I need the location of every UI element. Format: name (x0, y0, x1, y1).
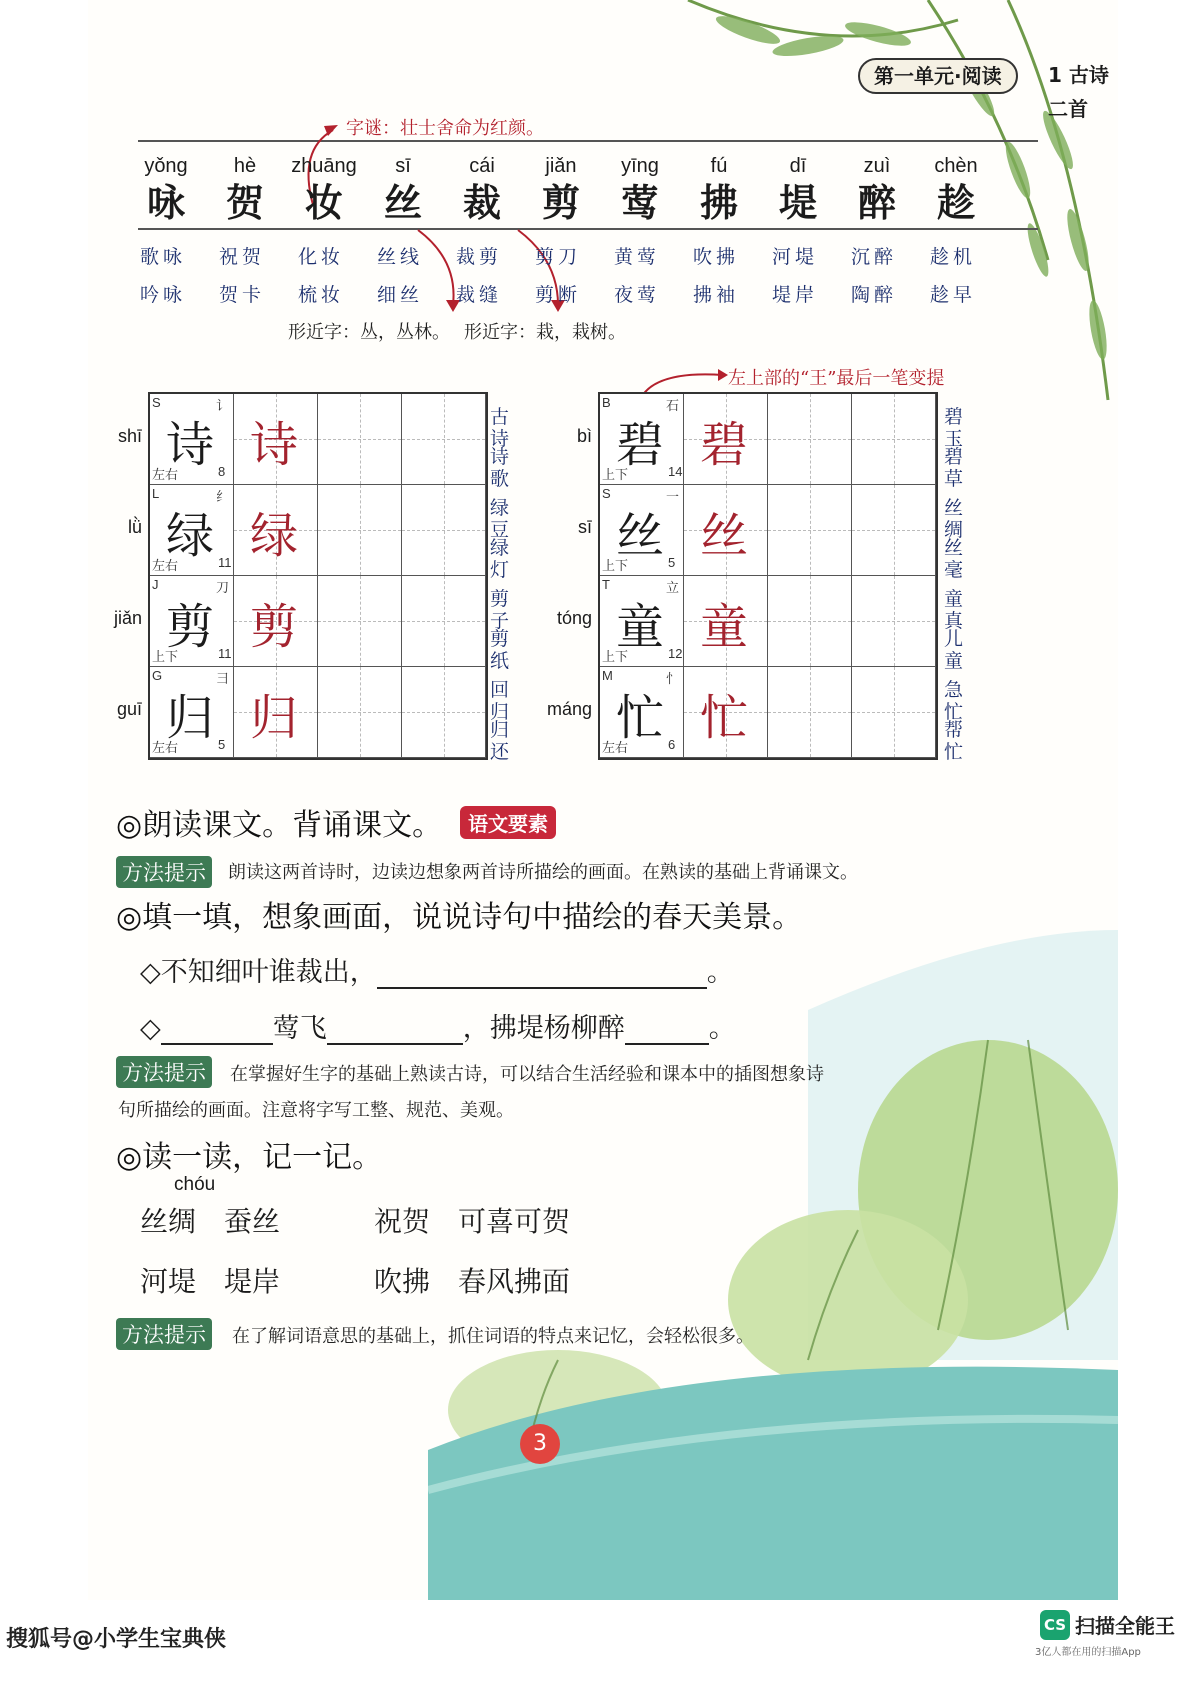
read-row-1-right: 祝贺 可喜可贺 (374, 1205, 571, 1238)
grid-trace-char: 归 (249, 690, 298, 746)
practice-cell[interactable] (402, 485, 486, 576)
grid-initial-letter: M (602, 668, 613, 683)
grid-model-char: 诗 (165, 417, 214, 473)
grid-initial-letter: S (602, 486, 611, 501)
grid-structure: 上下 (152, 649, 179, 664)
grid-trace-char: 丝 (699, 508, 748, 564)
grid-radical: 一 (666, 489, 680, 504)
method-tip-3: 在了解词语意思的基础上，抓住词语的特点来记忆，会轻松很多。 (232, 1326, 754, 1347)
new-char-word: 吟咏 (140, 284, 187, 306)
new-char-word: 裁剪 (456, 246, 503, 268)
grid-initial-letter: L (152, 486, 160, 501)
scanner-app-slogan: 3亿人都在用的扫描App (1035, 1647, 1141, 1658)
new-char-pinyin: dī (789, 155, 807, 177)
new-char-word: 趁早 (930, 284, 977, 306)
new-char-pinyin: sī (395, 155, 411, 177)
grid-model-char: 忙 (615, 690, 664, 746)
grid-stroke-count: 14 (668, 464, 683, 479)
practice-cell[interactable] (402, 394, 486, 485)
grid-word-1: 急忙 (944, 679, 968, 723)
new-char-word: 祝贺 (219, 246, 266, 268)
new-char-word: 沉醉 (851, 246, 898, 268)
new-char-word: 黄莺 (614, 246, 661, 268)
textbook-page (88, 0, 1118, 1600)
grid-word-1: 丝绸 (944, 497, 968, 541)
grid-stroke-count: 6 (668, 737, 676, 752)
new-char-glyph: 莺 (620, 180, 659, 225)
grid-word-2: 碧草 (944, 446, 968, 490)
grid-word-2: 帮忙 (944, 719, 968, 763)
new-char-word: 拂袖 (693, 284, 740, 306)
new-char-word: 裁缝 (456, 284, 503, 306)
grid-initial-letter: S (152, 395, 161, 410)
grid-trace-char: 绿 (249, 508, 298, 564)
grid-radical: 纟 (216, 489, 230, 504)
grid-initial-letter: G (152, 668, 163, 683)
page-number: 3 (520, 1424, 560, 1464)
new-char-word: 陶醉 (851, 284, 898, 306)
stroke-hint: 左上部的“王”最后一笔变提 (728, 368, 945, 389)
method-tip-badge-3: 方法提示 (116, 1318, 212, 1350)
grid-model-char: 绿 (165, 508, 214, 564)
new-char-glyph: 妆 (304, 180, 343, 225)
grid-structure: 左右 (152, 467, 179, 482)
grid-model-char: 归 (165, 690, 214, 746)
grid-structure: 上下 (602, 649, 629, 664)
fill-line-2 (140, 1006, 736, 1045)
new-char-glyph: 趁 (936, 180, 975, 225)
grid-initial-letter: J (152, 577, 159, 592)
grid-trace-char: 忙 (699, 690, 748, 746)
grid-structure: 左右 (602, 740, 629, 755)
grid-structure: 上下 (602, 467, 629, 482)
section-read-heading: ◎朗读课文。背诵课文。 (116, 808, 443, 843)
grid-char-pinyin: bì (576, 426, 592, 446)
grid-radical: 彐 (216, 671, 230, 686)
section-fill-heading: ◎填一填，想象画面，说说诗句中描绘的春天美景。 (116, 900, 803, 935)
fill-2-end: 。 (708, 1013, 736, 1044)
new-char-glyph: 裁 (462, 180, 501, 225)
fill-2-mid1: 莺飞 (272, 1013, 327, 1044)
grid-char-pinyin: máng (546, 699, 592, 719)
grid-stroke-count: 8 (218, 464, 226, 479)
grid-word-2: 归还 (490, 719, 514, 763)
fill-blank-2[interactable] (161, 1017, 273, 1045)
practice-cell[interactable] (768, 394, 852, 485)
grid-trace-char: 剪 (249, 599, 298, 655)
new-char-glyph: 醉 (857, 180, 896, 225)
read-row-1-left: 丝绸 蚕丝 (140, 1205, 281, 1238)
fill-2-marker: ◇ (140, 1013, 161, 1044)
grid-radical: 忄 (666, 671, 680, 686)
fill-2-mid2: ，拂堤杨柳醉 (462, 1013, 625, 1044)
practice-cell[interactable] (852, 667, 936, 758)
new-char-word: 剪断 (535, 284, 582, 306)
fill-1-end: 。 (706, 957, 734, 988)
grid-stroke-count: 5 (668, 555, 676, 570)
new-char-7 (677, 152, 761, 226)
new-char-word: 歌咏 (140, 246, 187, 268)
new-char-6 (598, 152, 682, 226)
new-char-5 (519, 152, 603, 226)
grid-structure: 左右 (152, 740, 179, 755)
practice-cell[interactable] (402, 576, 486, 667)
grid-word-1: 剪子 (490, 588, 514, 632)
practice-cell[interactable] (402, 667, 486, 758)
grid-word-1: 绿豆 (490, 497, 514, 541)
riddle-hint: 字谜：壮士舍命为红颜。 (346, 118, 544, 139)
new-char-pinyin: chèn (934, 155, 978, 177)
new-char-10 (914, 152, 998, 226)
practice-cell[interactable] (318, 576, 402, 667)
new-char-pinyin: fú (710, 155, 728, 177)
new-char-glyph: 拂 (699, 180, 738, 225)
new-char-pinyin: jiǎn (545, 155, 577, 177)
new-char-word: 贺卡 (219, 284, 266, 306)
fill-blank-3[interactable] (327, 1017, 463, 1045)
new-char-glyph: 贺 (225, 180, 264, 225)
grid-stroke-count: 12 (668, 646, 683, 661)
method-tip-2-line2: 句所描绘的画面。注意将字写工整、规范、美观。 (118, 1100, 514, 1121)
new-char-word: 细丝 (377, 284, 424, 306)
new-char-3 (361, 152, 445, 226)
grid-trace-char: 诗 (249, 417, 298, 473)
fill-blank-1[interactable] (377, 961, 707, 989)
read-row-2-right: 吹拂 春风拂面 (374, 1265, 571, 1298)
new-char-word: 趁机 (930, 246, 977, 268)
method-tip-badge-2: 方法提示 (116, 1056, 212, 1088)
grid-word-2: 诗歌 (490, 446, 514, 490)
pinyin-chou: chóu (174, 1174, 216, 1195)
scanner-app-name: 扫描全能王 (1075, 1614, 1175, 1638)
practice-cell[interactable] (852, 576, 936, 667)
new-char-glyph: 丝 (383, 180, 422, 225)
new-char-9 (835, 152, 919, 226)
scanner-app-icon: CS (1040, 1610, 1070, 1640)
grid-char-pinyin: tóng (556, 608, 592, 628)
chinese-elements-badge: 语文要素 (460, 806, 556, 839)
grid-structure: 上下 (602, 558, 629, 573)
new-char-0 (124, 152, 208, 226)
practice-cell[interactable] (318, 485, 402, 576)
practice-cell[interactable] (852, 394, 936, 485)
grid-trace-char: 童 (699, 599, 748, 655)
grid-word-1: 古诗 (490, 406, 514, 450)
practice-cell[interactable] (318, 667, 402, 758)
practice-cell[interactable] (318, 394, 402, 485)
grid-structure: 左右 (152, 558, 179, 573)
read-row-2-left: 河堤 堤岸 (140, 1265, 281, 1298)
grid-word-1: 童真 (944, 588, 968, 632)
grid-initial-letter: B (602, 395, 611, 410)
new-char-pinyin: cái (469, 155, 495, 177)
new-char-1 (203, 152, 287, 226)
new-char-2 (282, 152, 366, 226)
new-char-pinyin: hè (233, 155, 257, 177)
new-char-word: 梳妆 (298, 284, 345, 306)
unit-tag: 第一单元·阅读 (858, 58, 1018, 94)
practice-cell[interactable] (768, 576, 852, 667)
grid-word-2: 绿灯 (490, 537, 514, 581)
similar-hint-1: 形近字：丛，丛林。 (288, 322, 450, 343)
section-recite-heading: ◎读一读，记一记。 (116, 1140, 383, 1175)
new-char-8 (756, 152, 840, 226)
grid-initial-letter: T (602, 577, 610, 592)
grid-radical: 刀 (216, 580, 230, 595)
grid-word-1: 回归 (490, 679, 514, 723)
grid-model-char: 童 (615, 599, 664, 655)
grid-model-char: 剪 (165, 599, 214, 655)
new-char-word: 堤岸 (772, 284, 819, 306)
grid-word-2: 丝毫 (944, 537, 968, 581)
new-char-word: 剪刀 (535, 246, 582, 268)
practice-cell[interactable] (768, 485, 852, 576)
practice-cell[interactable] (852, 485, 936, 576)
source-watermark: 搜狐号@小学生宝典侠 (6, 1627, 227, 1652)
grid-char-pinyin: lǜ (127, 517, 142, 537)
grid-model-char: 碧 (615, 417, 664, 473)
method-tip-1: 朗读这两首诗时，边读边想象两首诗所描绘的画面。在熟读的基础上背诵课文。 (228, 862, 858, 883)
grid-char-pinyin: jiǎn (113, 608, 142, 628)
fill-blank-4[interactable] (625, 1017, 709, 1045)
new-char-glyph: 剪 (541, 180, 580, 225)
new-char-4 (440, 152, 524, 226)
grid-model-char: 丝 (615, 508, 664, 564)
grid-word-1: 碧玉 (944, 406, 968, 450)
new-char-glyph: 堤 (778, 180, 817, 225)
grid-char-pinyin: sī (577, 517, 592, 537)
new-char-word: 河堤 (772, 246, 819, 268)
grid-radical: 讠 (216, 398, 230, 413)
new-char-pinyin: yīng (621, 155, 659, 177)
new-char-pinyin: zuì (863, 155, 891, 177)
fill-line-1 (140, 950, 734, 989)
practice-cell[interactable] (768, 667, 852, 758)
lesson-title: 1 古诗二首 (1048, 63, 1109, 121)
grid-stroke-count: 11 (218, 646, 232, 661)
method-tip-2-line1: 在掌握好生字的基础上熟读古诗，可以结合生活经验和课本中的插图想象诗 (230, 1064, 824, 1085)
fill-1-prefix: ◇不知细叶谁裁出， (140, 957, 377, 988)
new-char-pinyin: yǒng (144, 155, 188, 177)
grid-char-pinyin: guī (116, 699, 142, 719)
grid-char-pinyin: shī (117, 426, 142, 446)
new-char-glyph: 咏 (146, 180, 185, 225)
new-char-word: 化妆 (298, 246, 345, 268)
new-char-word: 丝线 (377, 246, 424, 268)
similar-hint-2: 形近字：栽，栽树。 (464, 322, 626, 343)
new-char-pinyin: zhuāng (291, 155, 357, 177)
grid-radical: 石 (666, 398, 680, 413)
grid-stroke-count: 11 (218, 555, 232, 570)
new-char-word: 夜莺 (614, 284, 661, 306)
grid-trace-char: 碧 (699, 417, 748, 473)
grid-stroke-count: 5 (218, 737, 226, 752)
grid-word-2: 剪纸 (490, 628, 514, 672)
grid-word-2: 儿童 (944, 628, 968, 672)
grid-radical: 立 (666, 580, 680, 595)
method-tip-badge-1: 方法提示 (116, 856, 212, 888)
new-char-word: 吹拂 (693, 246, 740, 268)
